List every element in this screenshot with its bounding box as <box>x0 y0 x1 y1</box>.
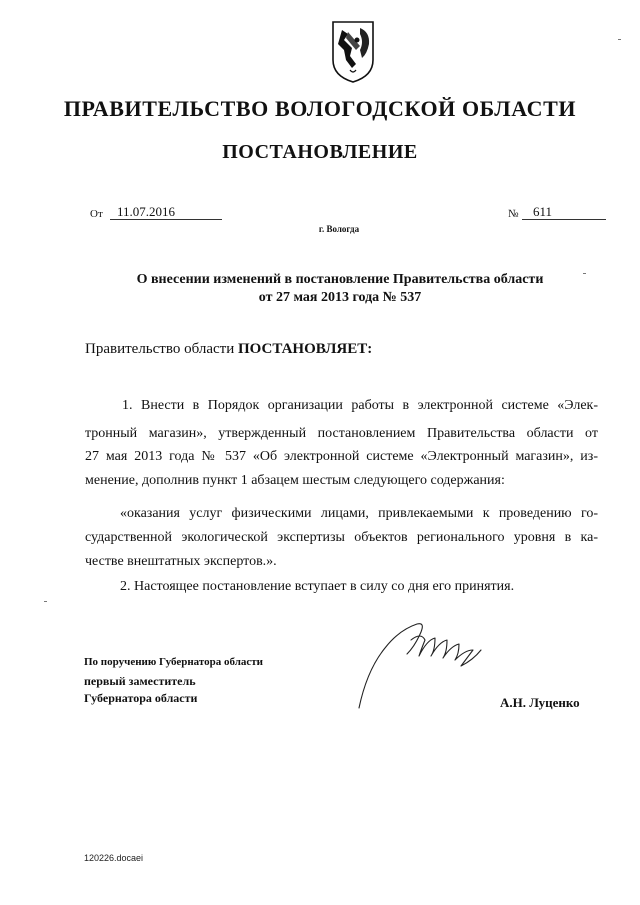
preamble-emphasis: ПОСТАНОВЛЯЕТ: <box>237 341 373 357</box>
paragraph-item2: 2. Настоящее постановление вступает в силу со дня его принятия. <box>120 579 515 594</box>
paragraph-line: менение, дополнив пункт 1 абзацем шестым следующего содержания: <box>85 473 505 488</box>
preamble-text: Правительство области <box>85 341 238 357</box>
preamble <box>85 341 372 358</box>
number-underline <box>522 219 606 220</box>
quote-line: сударственной экологической экспертизы объектов регионального уровня в ка- <box>85 530 598 545</box>
handwritten-signature-icon <box>355 610 485 710</box>
scan-mark <box>44 601 47 602</box>
city: г. Вологда <box>318 224 360 234</box>
signature-line: По поручению Губернатора области <box>84 656 264 668</box>
scan-mark <box>583 273 586 274</box>
file-name: 120226.docaei <box>84 853 144 863</box>
number-label: № <box>508 208 519 220</box>
paragraph-line: 27 мая 2013 года № 537 «Об электронной системе «Электронный магазин», из- <box>85 449 598 464</box>
signature-line: Губернатора области <box>84 691 198 705</box>
signatory-name: А.Н. Луценко <box>500 695 580 710</box>
organization-title: ПРАВИТЕЛЬСТВО ВОЛОГОДСКОЙ ОБЛАСТИ <box>63 96 577 121</box>
scan-mark <box>618 39 621 40</box>
document-type: ПОСТАНОВЛЕНИЕ <box>222 141 418 163</box>
signature-line: первый заместитель <box>84 674 196 688</box>
quote-line: «оказания услуг физическими лицами, привлекаемыми к проведению го- <box>120 506 598 521</box>
paragraph-line: 1. Внести в Порядок организации работы в электронной системе «Элек- <box>122 398 598 413</box>
number-value: 611 <box>533 204 553 219</box>
date-label: От <box>90 208 103 220</box>
subject-line: О внесении изменений в постановление Правительства области <box>136 272 544 287</box>
paragraph-line: тронный магазин», утвержденный постановлением Правительства области от <box>85 426 598 441</box>
document-subject <box>100 271 580 307</box>
date-underline <box>110 219 222 220</box>
date-value: 11.07.2016 <box>117 204 176 219</box>
vologda-coat-of-arms-icon <box>330 20 376 84</box>
quote-line: честве внештатных экспертов.». <box>85 554 277 569</box>
subject-line: от 27 мая 2013 года № 537 <box>258 290 422 305</box>
